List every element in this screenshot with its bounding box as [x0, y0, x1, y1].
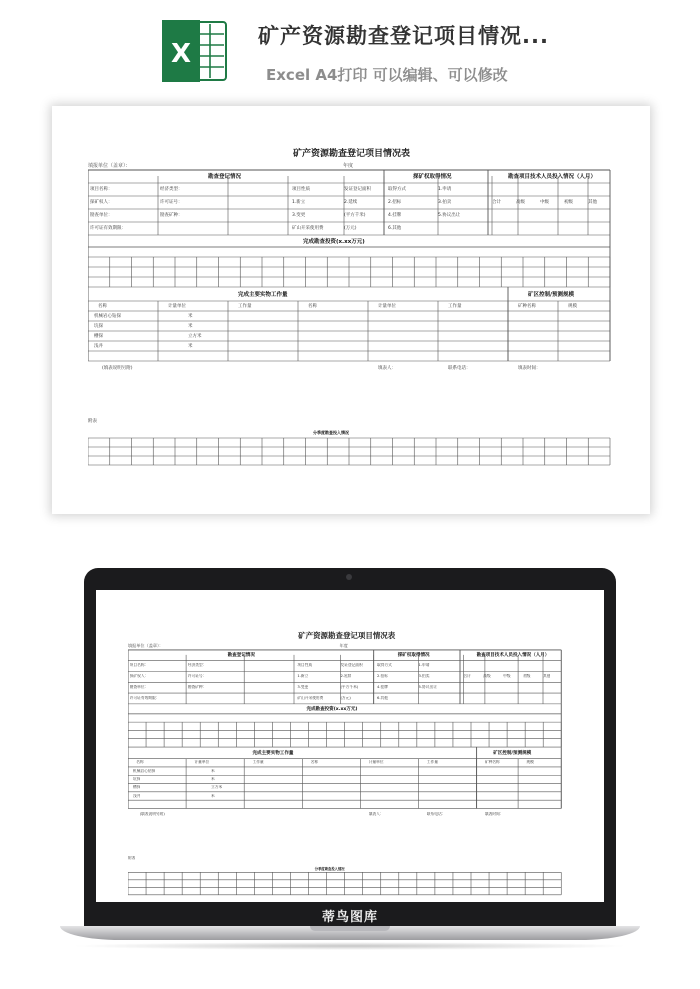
cert-label: (万元) [340, 695, 351, 700]
workload-row-name: 机械岩心钻探 [94, 314, 121, 319]
mining-label: 4.挂牌 [377, 684, 388, 689]
staff-label: 中级 [503, 673, 511, 678]
workload-col-header: 规模 [526, 760, 534, 765]
staff-label: 高级 [483, 673, 491, 678]
cert-label: 发证登记面积 [340, 663, 363, 668]
workload-row-unit: 米 [188, 314, 193, 319]
registration-label: 许可证有效期限： [90, 226, 126, 231]
workload-col-header: 计量单位 [194, 760, 210, 765]
form-preview-laptop [128, 630, 568, 870]
workload-col-header: 计量单位 [168, 304, 186, 309]
workload-row-name: 浅井 [132, 793, 141, 798]
staff-label: 合计 [492, 200, 501, 205]
workload-col-header: 规模 [568, 304, 577, 309]
cert-label: 项目性质 [297, 663, 313, 668]
header [0, 0, 700, 100]
mining-label: 取得方式 [388, 187, 406, 192]
workload-row-name: 坑探 [94, 324, 103, 329]
workload-col-header: 矿种名称 [518, 304, 536, 309]
workload-col-header: 计量单位 [368, 760, 384, 765]
footer-head: 填表人： [368, 811, 384, 816]
footer-date: 填表时间： [484, 811, 504, 816]
laptop-shadow [70, 942, 630, 950]
section-registration: 勘查登记情况 [208, 174, 242, 180]
registration-label: 许可证有效期限： [129, 695, 160, 700]
mining-label: 6.其他 [377, 695, 388, 700]
staff-label: 中级 [540, 200, 549, 205]
cert-label: 发证登记面积 [344, 187, 371, 192]
annex-label: 附表 [128, 855, 136, 860]
section-registration: 勘查登记情况 [227, 652, 255, 658]
fill-unit-label: 填报单位（盖章）： [128, 643, 164, 649]
registration-label: 探矿权人： [90, 200, 113, 205]
brand-label: 蒂鸟图库 [321, 910, 378, 925]
workload-row-unit: 米 [211, 776, 215, 781]
section-mining-rights: 探矿权取得情况 [397, 652, 430, 658]
staff-label: 高级 [516, 200, 525, 205]
workload-row-unit: 立方米 [211, 785, 223, 790]
section-resources: 矿区控制/预测规模 [493, 750, 532, 756]
footer-notes: (填表说明另附) [139, 811, 165, 816]
year-label: 年度 [339, 643, 348, 649]
cert-label: (平方千米) [344, 213, 366, 218]
cert-label: (平方千米) [340, 684, 359, 689]
workload-row-name: 槽探 [94, 334, 103, 339]
workload-col-header: 名称 [98, 304, 107, 309]
cert-label: 2.延续 [340, 673, 352, 678]
form-title: 矿产资源勘查登记项目情况表 [293, 149, 411, 159]
registration-mid-label: 经济类型： [187, 663, 207, 668]
annex-label: 附表 [88, 419, 97, 424]
laptop-mockup [60, 568, 640, 928]
workload-row-unit: 米 [211, 793, 215, 798]
page-title: 矿产资源勘查登记项目情况... [258, 24, 549, 48]
cert-label: 1.新立 [292, 200, 306, 205]
mining-label: 3.拍卖 [438, 200, 452, 205]
staff-label: 初级 [523, 673, 531, 678]
registration-mid-label: 许可证号： [160, 200, 183, 205]
mining-label: 2.招标 [377, 673, 388, 678]
registration-mid-label: 勘查矿种： [187, 684, 207, 689]
footer-phone: 联系电话： [448, 366, 471, 371]
cert-label: 2.延续 [344, 200, 358, 205]
registration-label: 勘查单位： [90, 213, 113, 218]
footer-date: 填表时间： [518, 366, 541, 371]
document-sheet [52, 106, 650, 514]
section-workload: 完成主要实物工作量 [238, 292, 288, 298]
cert-label: 3.变更 [297, 684, 309, 689]
mining-label: 6.其他 [388, 226, 402, 231]
workload-row-name: 坑探 [132, 776, 141, 781]
svg-text:X: X [170, 39, 192, 69]
cert-label: 3.变更 [292, 213, 306, 218]
page-subtitle: Excel A4打印 可以编辑、可以修改 [266, 66, 508, 84]
section-resources: 矿区控制/预测规模 [528, 292, 575, 298]
mining-label: 3.拍卖 [418, 673, 430, 678]
workload-col-header: 计量单位 [378, 304, 396, 309]
camera-icon [346, 574, 352, 580]
workload-row-name: 槽探 [132, 785, 141, 790]
footer-notes: (填表说明另附) [102, 366, 133, 371]
workload-col-header: 工作量 [448, 304, 462, 309]
section-tech-staff: 勘查项目技术人员投入情况（人月） [508, 174, 597, 180]
form-preview [88, 146, 618, 466]
fill-unit-label: 填报单位（盖章）： [88, 163, 131, 169]
registration-mid-label: 勘查矿种： [160, 213, 183, 218]
workload-col-header: 名称 [136, 760, 144, 765]
workload-col-header: 工作量 [252, 760, 264, 765]
section-tech-staff: 勘查项目技术人员投入情况（人月） [476, 652, 550, 658]
section-workload: 完成主要实物工作量 [252, 750, 294, 756]
mining-label: 5.协议出让 [418, 684, 437, 689]
registration-label: 项目名称： [129, 663, 149, 668]
staff-label: 合计 [463, 673, 471, 678]
workload-row-unit: 米 [211, 768, 215, 773]
mining-label: 4.挂牌 [388, 213, 402, 218]
cert-label: 1.新立 [297, 673, 309, 678]
cert-label: 矿山开采使用费 [292, 226, 324, 231]
workload-col-header: 工作量 [238, 304, 252, 309]
cert-label: 项目性质 [292, 187, 310, 192]
section-investment: 完成勘查投资(x.xx万元) [306, 706, 358, 712]
footer-phone: 联系电话： [426, 811, 446, 816]
mining-label: 5.协议出让 [438, 213, 461, 218]
workload-col-header: 矿种名称 [484, 760, 500, 765]
staff-label: 其他 [543, 673, 551, 678]
cert-label: 矿山开采使用费 [297, 695, 324, 700]
laptop-notch [310, 926, 390, 931]
section-investment: 完成勘查投资(x.xx万元) [303, 239, 365, 245]
registration-label: 勘查单位： [129, 684, 149, 689]
workload-row-name: 机械岩心钻探 [132, 768, 156, 773]
mining-label: 1.申请 [418, 663, 430, 668]
workload-col-header: 名称 [308, 304, 317, 309]
registration-label: 探矿权人： [129, 673, 149, 678]
workload-row-unit: 米 [188, 344, 193, 349]
workload-row-unit: 米 [188, 324, 193, 329]
workload-col-header: 名称 [310, 760, 319, 765]
registration-mid-label: 经济类型： [160, 187, 183, 192]
workload-row-name: 浅井 [94, 344, 103, 349]
registration-mid-label: 许可证号： [187, 673, 207, 678]
excel-icon [160, 18, 228, 84]
bottom-table-title: 分季度勘查投入情况 [313, 430, 349, 435]
year-label: 年度 [343, 163, 354, 169]
staff-label: 其他 [588, 200, 597, 205]
workload-row-unit: 立方米 [188, 334, 202, 339]
section-mining-rights: 探矿权取得情况 [413, 174, 452, 180]
footer-head: 填表人： [378, 366, 396, 371]
workload-col-header: 工作量 [426, 760, 438, 765]
mining-label: 2.招标 [388, 200, 402, 205]
form-title: 矿产资源勘查登记项目情况表 [298, 631, 396, 640]
mining-label: 取得方式 [377, 663, 392, 668]
staff-label: 初级 [564, 200, 573, 205]
laptop-screen [96, 590, 604, 902]
mining-label: 1.申请 [438, 187, 452, 192]
bottom-table-title: 分季度勘查投入情况 [314, 866, 345, 871]
registration-label: 项目名称： [90, 187, 113, 192]
cert-label: (万元) [344, 226, 357, 231]
